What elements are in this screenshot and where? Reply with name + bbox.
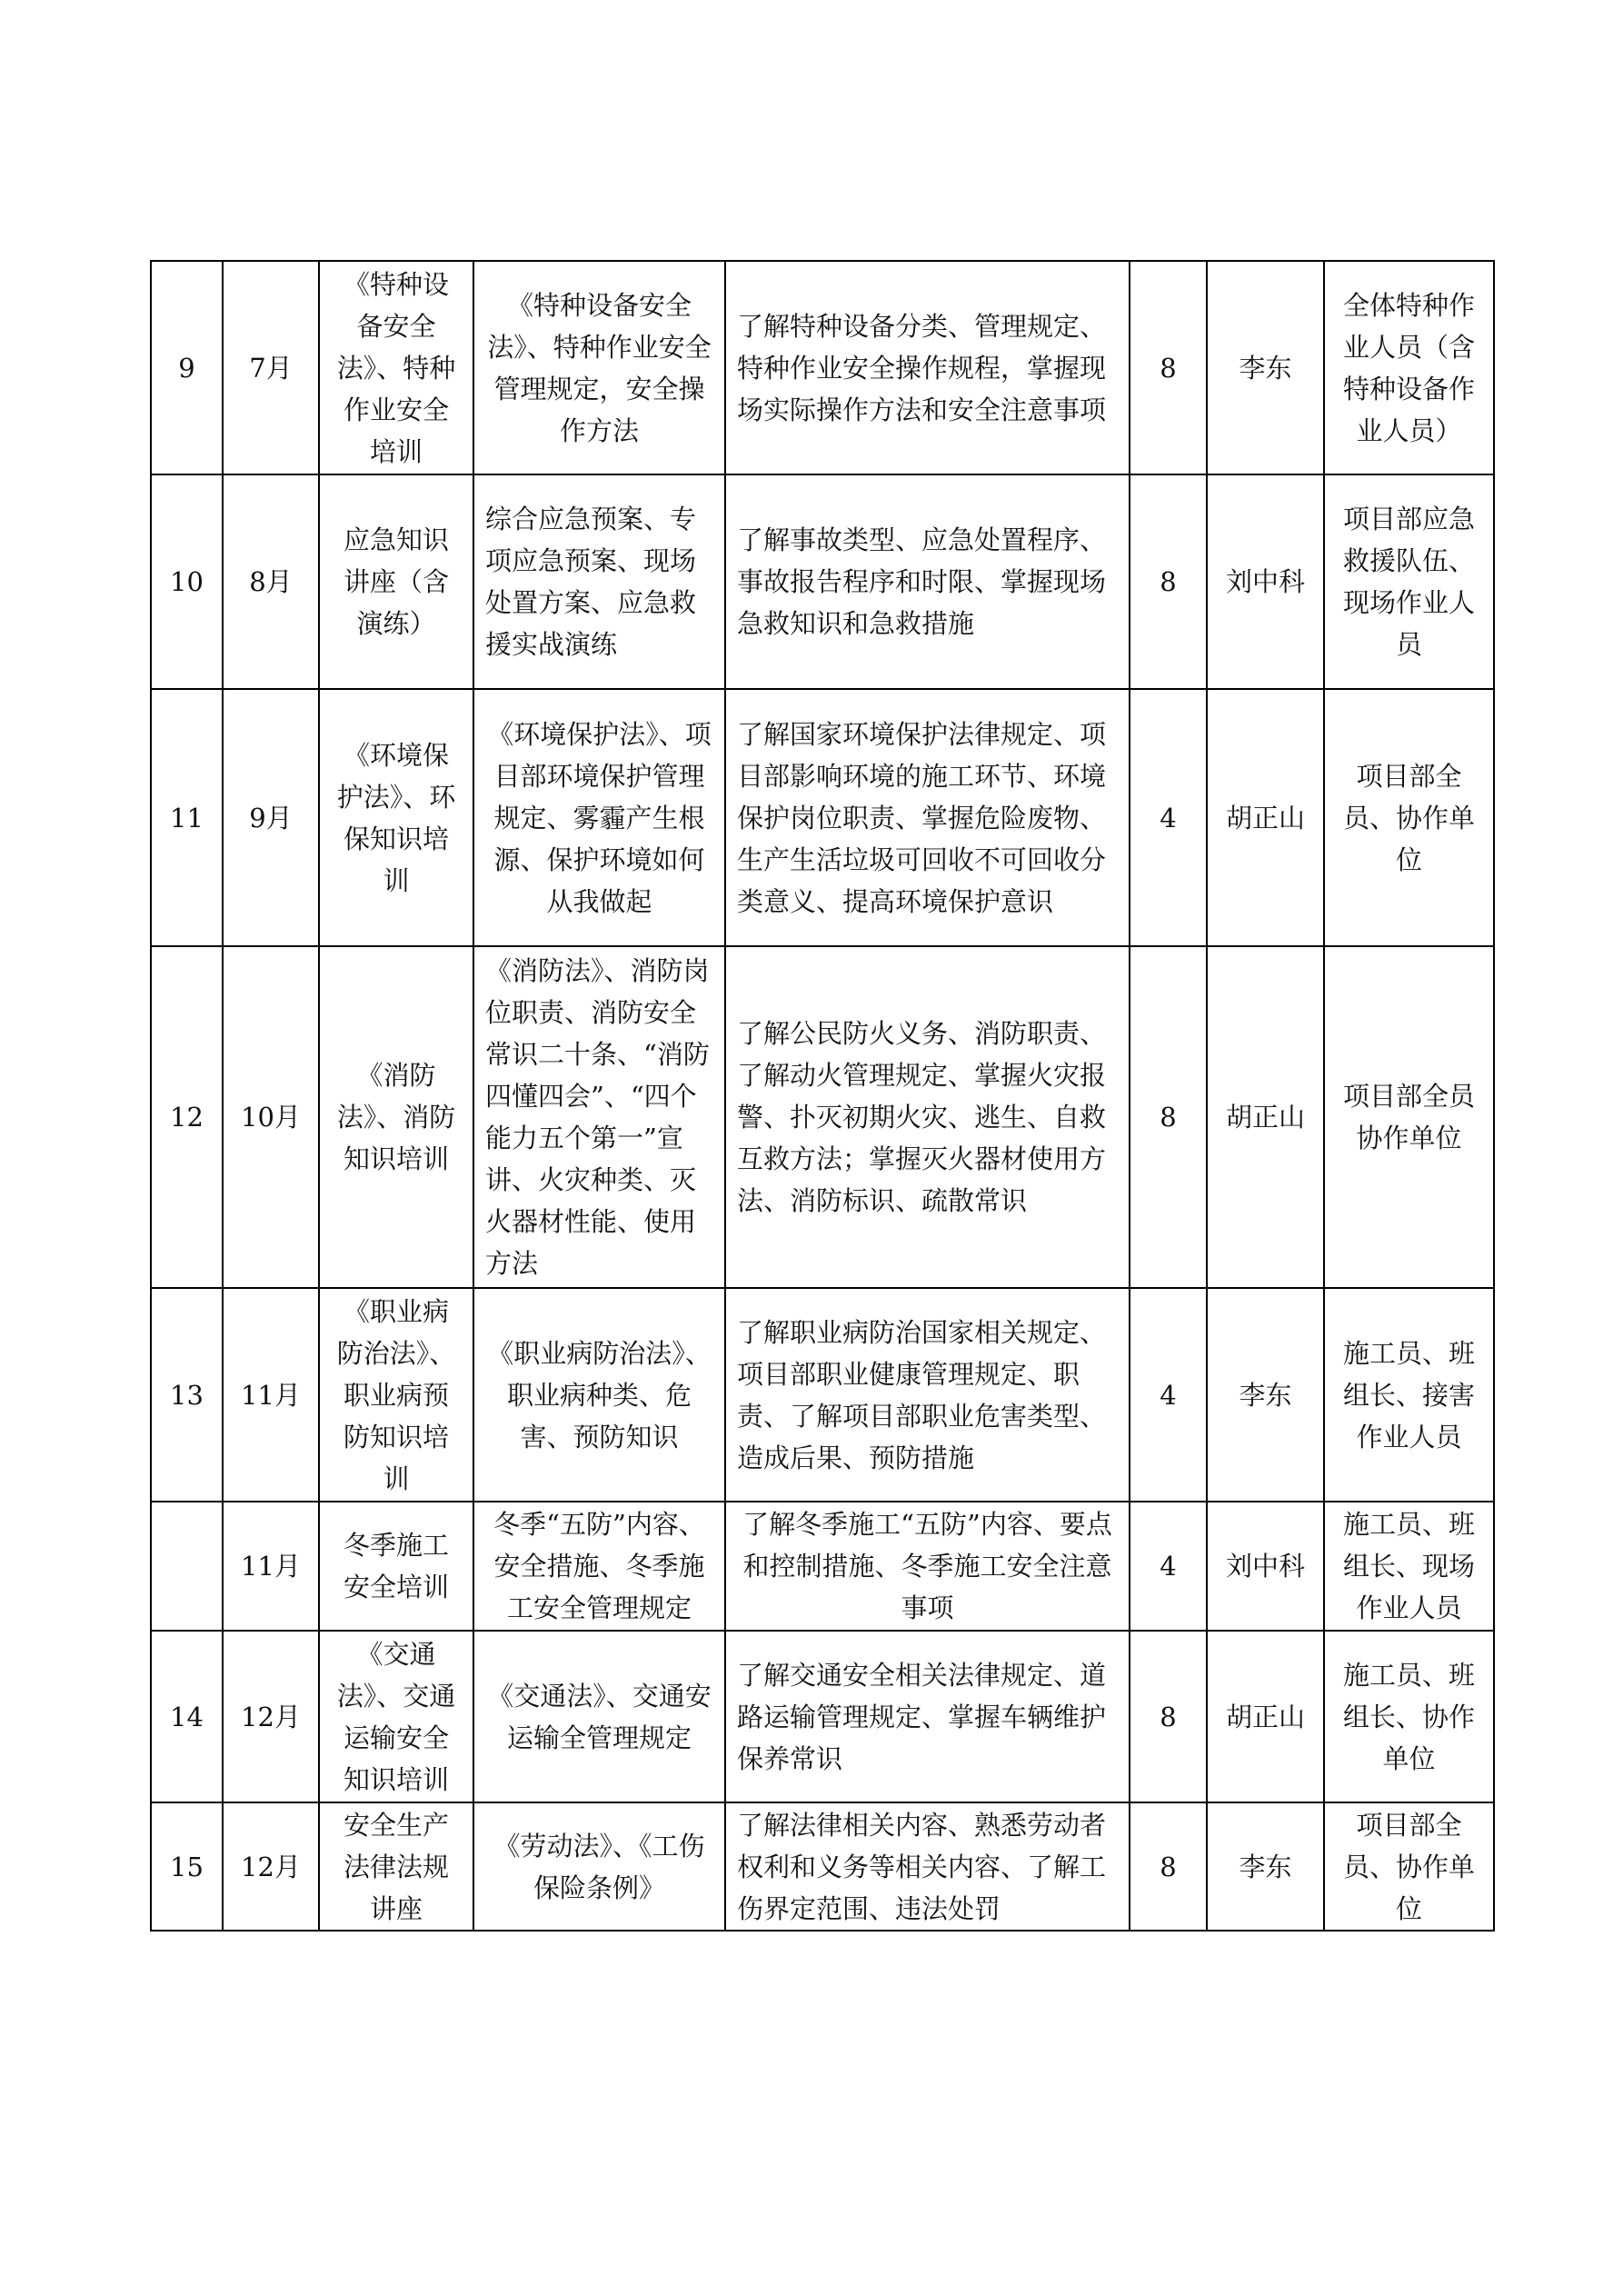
row-audience: 项目部全员、协作单位 [1324,689,1494,946]
table-row [151,1502,1494,1631]
row-month: 12月 [223,1802,319,1931]
row-goal: 了解职业病防治国家相关规定、项目部职业健康管理规定、职责、了解项目部职业危害类型、造成后果、预防措施 [725,1288,1130,1502]
row-topic: 安全生产法律法规讲座 [319,1802,473,1931]
table-row [151,261,1494,474]
row-audience: 施工员、班组长、现场作业人员 [1324,1502,1494,1631]
row-person: 刘中科 [1207,474,1324,689]
row-goal: 了解公民防火义务、消防职责、了解动火管理规定、掌握火灾报警、扑灭初期火灾、逃生、自救互救方法；掌握灭火器材使用方法、消防标识、疏散常识 [725,946,1130,1288]
row-content: 《环境保护法》、项目部环境保护管理规定、雾霾产生根源、保护环境如何从我做起 [473,689,725,946]
row-goal: 了解交通安全相关法律规定、道路运输管理规定、掌握车辆维护保养常识 [725,1631,1130,1802]
row-person: 胡正山 [1207,689,1324,946]
row-person: 李东 [1207,1288,1324,1502]
row-number: 14 [151,1631,223,1802]
row-number: 15 [151,1802,223,1931]
row-topic: 《特种设备安全法》、特种作业安全培训 [319,261,473,474]
row-number [151,1502,223,1631]
row-content: 《劳动法》、《工伤保险条例》 [473,1802,725,1931]
row-number: 9 [151,261,223,474]
row-topic: 《职业病防治法》、职业病预防知识培训 [319,1288,473,1502]
row-month: 12月 [223,1631,319,1802]
row-hours: 8 [1130,946,1207,1288]
row-person: 胡正山 [1207,946,1324,1288]
table-row [151,1631,1494,1802]
row-topic: 应急知识讲座（含演练） [319,474,473,689]
row-number: 10 [151,474,223,689]
row-month: 11月 [223,1502,319,1631]
row-month: 9月 [223,689,319,946]
row-content: 《交通法》、交通安运输全管理规定 [473,1631,725,1802]
row-audience: 项目部全员、协作单位 [1324,1802,1494,1931]
table-row [151,1802,1494,1931]
row-content: 综合应急预案、专项应急预案、现场处置方案、应急救援实战演练 [473,474,725,689]
row-hours: 8 [1130,261,1207,474]
row-goal: 了解国家环境保护法律规定、项目部影响环境的施工环节、环境保护岗位职责、掌握危险废物、生产生活垃圾可回收不可回收分类意义、提高环境保护意识 [725,689,1130,946]
row-person: 李东 [1207,261,1324,474]
row-goal: 了解冬季施工“五防”内容、要点和控制措施、冬季施工安全注意事项 [725,1502,1130,1631]
row-month: 7月 [223,261,319,474]
table-row [151,689,1494,946]
row-audience: 项目部全员协作单位 [1324,946,1494,1288]
row-topic: 《消防法》、消防知识培训 [319,946,473,1288]
row-topic: 冬季施工安全培训 [319,1502,473,1631]
row-goal: 了解事故类型、应急处置程序、事故报告程序和时限、掌握现场急救知识和急救措施 [725,474,1130,689]
row-hours: 4 [1130,1502,1207,1631]
row-number: 12 [151,946,223,1288]
row-month: 8月 [223,474,319,689]
table-row [151,474,1494,689]
row-audience: 项目部应急救援队伍、现场作业人员 [1324,474,1494,689]
row-goal: 了解法律相关内容、熟悉劳动者权利和义务等相关内容、了解工伤界定范围、违法处罚 [725,1802,1130,1931]
row-content: 《职业病防治法》、职业病种类、危害、预防知识 [473,1288,725,1502]
row-audience: 全体特种作业人员（含特种设备作业人员） [1324,261,1494,474]
row-person: 李东 [1207,1802,1324,1931]
row-topic: 《环境保护法》、环保知识培训 [319,689,473,946]
training-plan-table [150,260,1495,1932]
row-hours: 4 [1130,1288,1207,1502]
row-hours: 8 [1130,1631,1207,1802]
row-number: 13 [151,1288,223,1502]
row-content: 《特种设备安全法》、特种作业安全管理规定，安全操作方法 [473,261,725,474]
table-row [151,946,1494,1288]
row-goal: 了解特种设备分类、管理规定、特种作业安全操作规程，掌握现场实际操作方法和安全注意事项 [725,261,1130,474]
row-content: 冬季“五防”内容、安全措施、冬季施工安全管理规定 [473,1502,725,1631]
row-person: 刘中科 [1207,1502,1324,1631]
row-content: 《消防法》、消防岗位职责、消防安全常识二十条、“消防四懂四会”、“四个能力五个第一”宣讲、火灾种类、灭火器材性能、使用方法 [473,946,725,1288]
row-audience: 施工员、班组长、接害作业人员 [1324,1288,1494,1502]
row-number: 11 [151,689,223,946]
row-hours: 8 [1130,1802,1207,1931]
row-hours: 8 [1130,474,1207,689]
row-audience: 施工员、班组长、协作单位 [1324,1631,1494,1802]
row-topic: 《交通法》、交通运输安全知识培训 [319,1631,473,1802]
row-person: 胡正山 [1207,1631,1324,1802]
row-month: 10月 [223,946,319,1288]
table-row [151,1288,1494,1502]
row-month: 11月 [223,1288,319,1502]
row-hours: 4 [1130,689,1207,946]
